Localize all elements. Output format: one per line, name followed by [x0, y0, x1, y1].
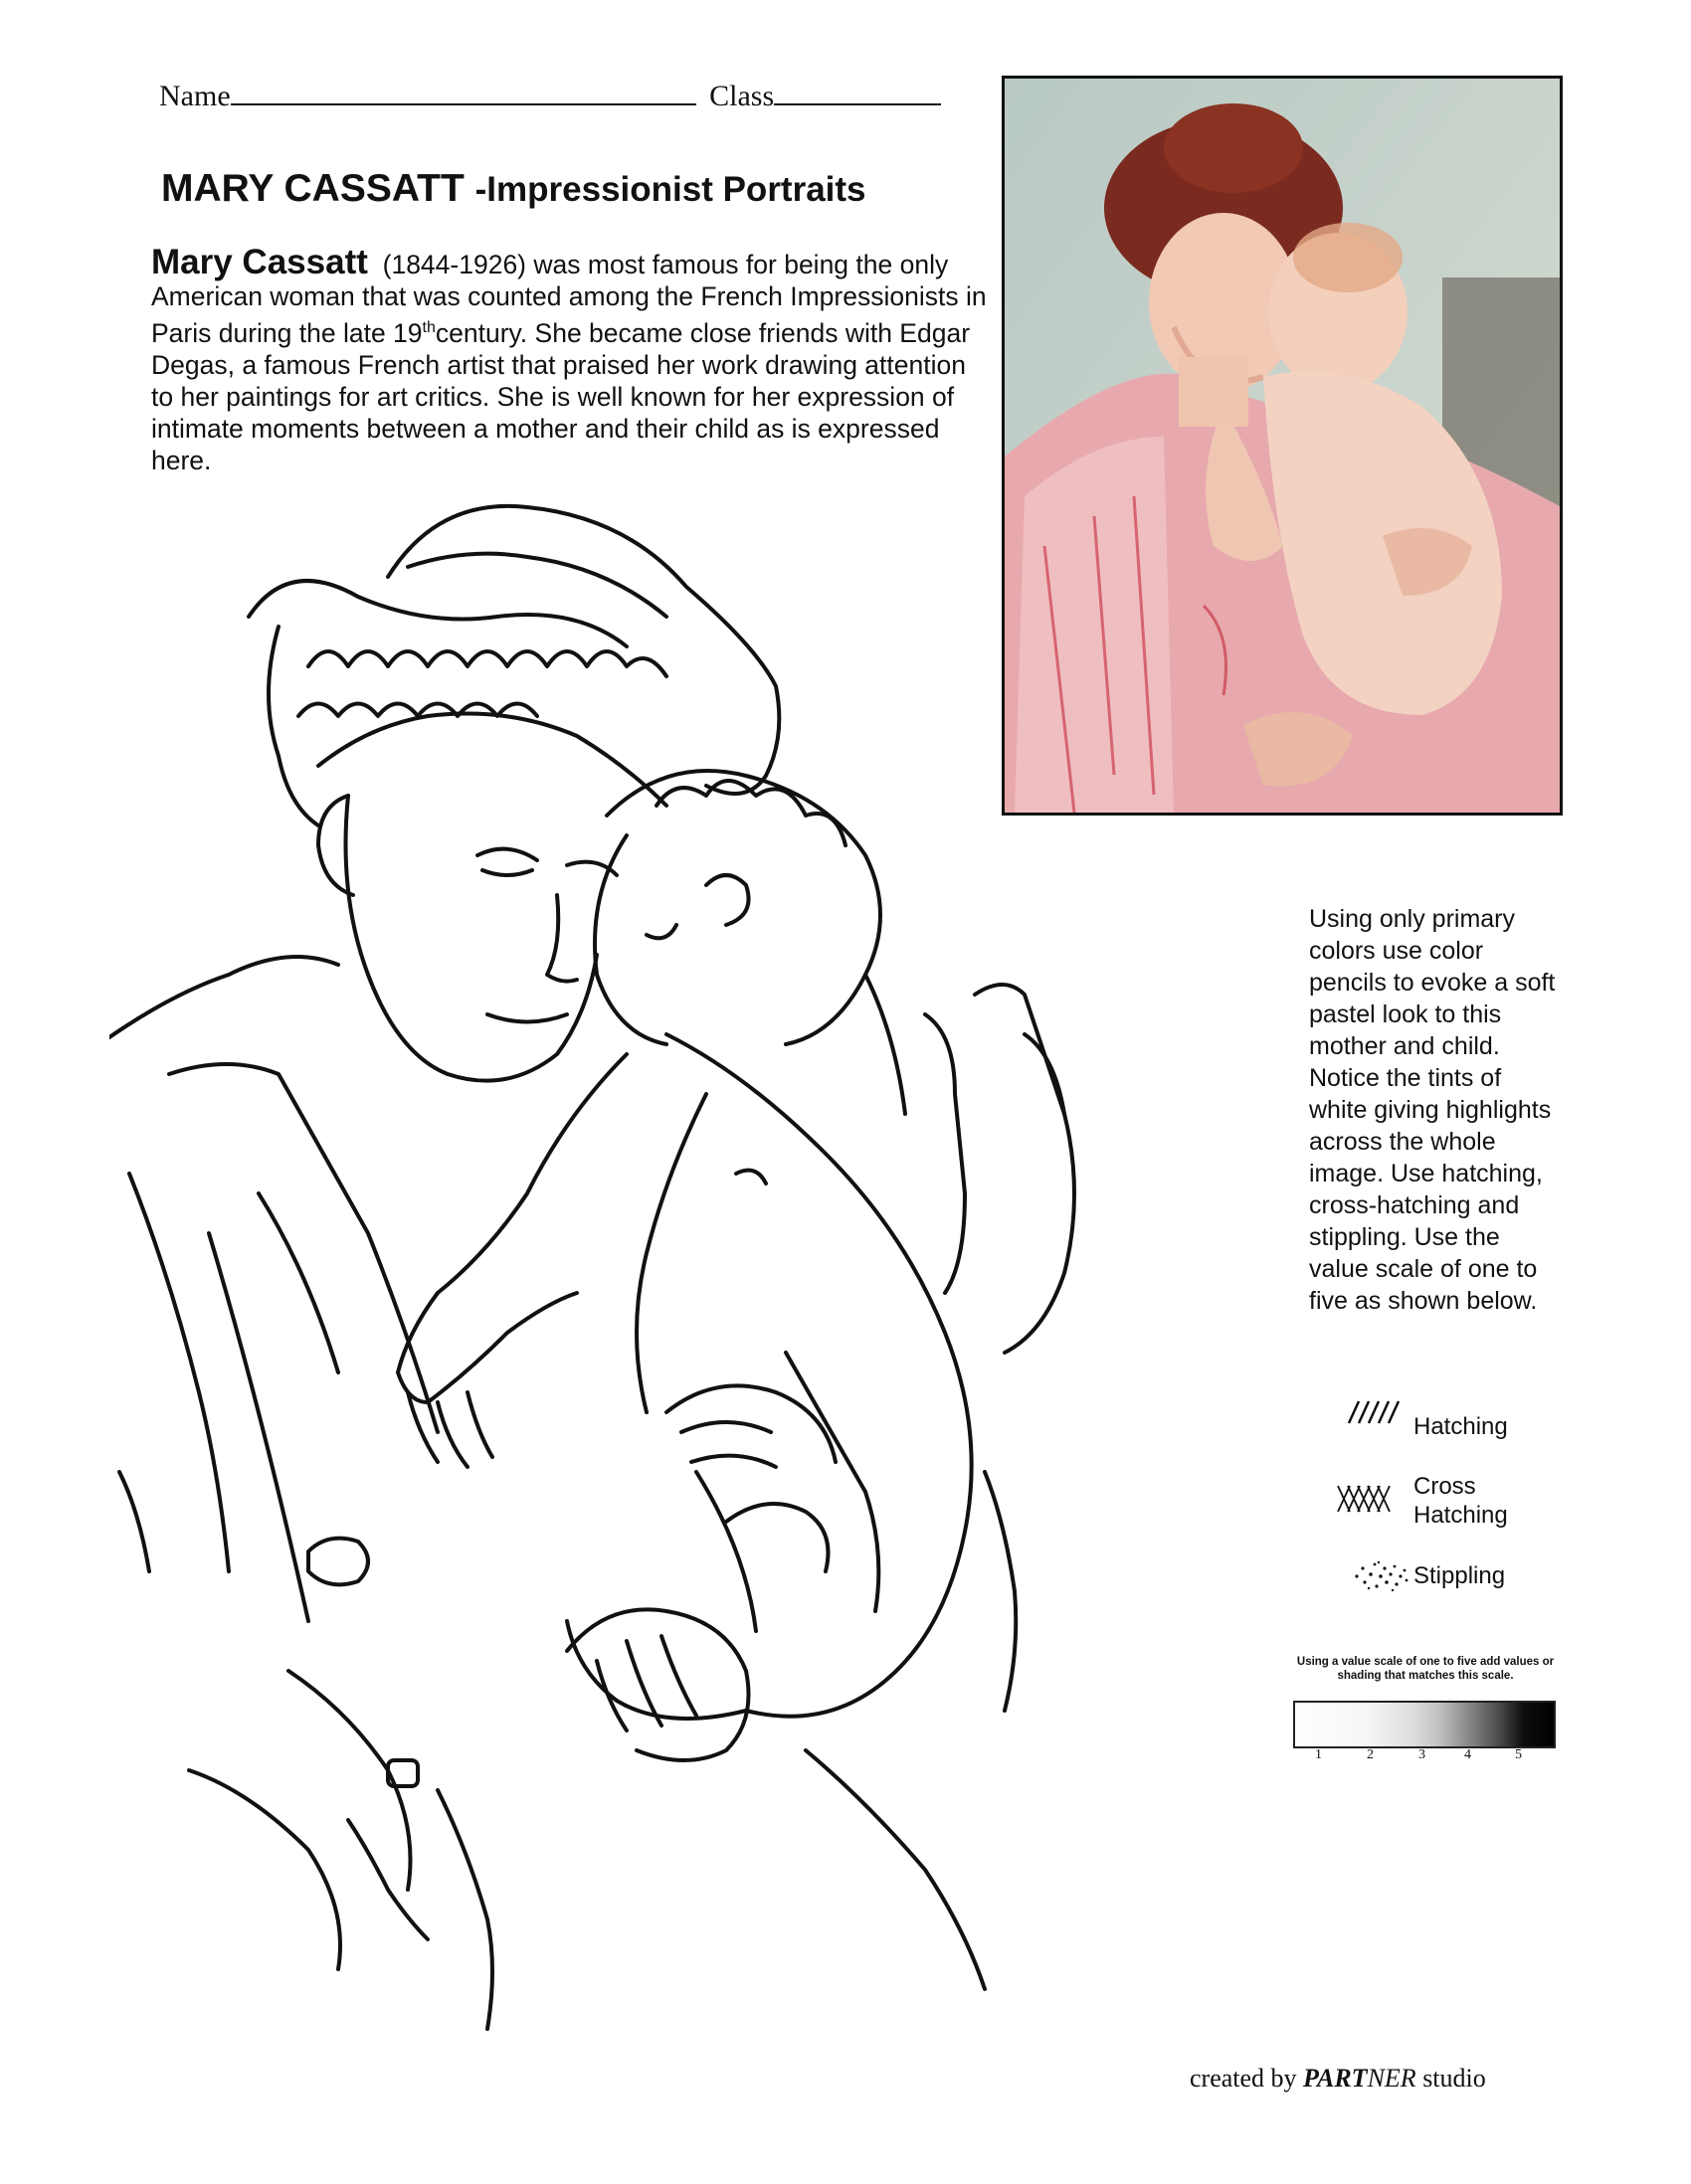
- title-main: MARY CASSATT: [161, 167, 465, 210]
- value-scale-caption: Using a value scale of one to five add values or shading that matches this scale.: [1296, 1656, 1555, 1682]
- instructions-text: Using only primary colors use color pencils to evoke a soft pastel look to this mother and child. Notice the tints of white giving highlights across the whole image. Use hatching, cross-hatching and stippling. Use the value scale of one to five as shown below.: [1309, 905, 1556, 1315]
- hatching-label: Hatching: [1413, 1413, 1508, 1440]
- value-tick-1: 1: [1315, 1747, 1322, 1762]
- intro-lead: Mary Cassatt: [151, 243, 368, 281]
- intro-dates: (1844-1926): [382, 250, 527, 279]
- credit-brand-b: NER: [1367, 2064, 1416, 2093]
- value-tick-4: 4: [1464, 1747, 1471, 1762]
- intro-paragraph: [151, 243, 992, 476]
- intro-text-a: was most famous for being the only American woman that was counted among the French Impressionists in Paris during the late 19: [151, 250, 987, 348]
- credit-brand: [1303, 2064, 1416, 2093]
- name-blank[interactable]: [231, 78, 696, 105]
- value-tick-3: 3: [1418, 1747, 1425, 1762]
- intro-text-b: century. She became close friends with Edgar Degas, a famous French artist that praised her work drawing attention to her paintings for art critics. She is well known for her expression of intimate moments between a mother and their child as is expressed here.: [151, 317, 971, 475]
- page-title: [161, 167, 866, 211]
- credit-prefix: created by: [1190, 2064, 1304, 2093]
- value-tick-5: 5: [1515, 1747, 1522, 1762]
- intro-superscript: th: [422, 319, 436, 336]
- coloring-line-art: [109, 477, 1283, 2039]
- hatching-icon: [1345, 1397, 1405, 1427]
- name-class-line: [159, 78, 941, 113]
- stippling-label: Stippling: [1413, 1562, 1506, 1589]
- credit-line: [1190, 2064, 1486, 2093]
- cross-hatching-label-2: Hatching: [1413, 1502, 1508, 1529]
- title-sub: -Impressionist Portraits: [474, 170, 866, 209]
- cross-hatching-icon: [1336, 1482, 1398, 1516]
- value-scale-bar: [1293, 1701, 1556, 1748]
- class-label: Class: [709, 80, 775, 112]
- cross-hatching-label: [1413, 1472, 1508, 1530]
- stippling-icon: [1349, 1556, 1414, 1596]
- name-label: Name: [159, 80, 231, 112]
- class-blank[interactable]: [774, 78, 941, 105]
- cross-hatching-label-1: Cross: [1413, 1473, 1476, 1500]
- credit-suffix: studio: [1415, 2064, 1486, 2093]
- credit-brand-a: PART: [1303, 2064, 1368, 2093]
- value-tick-2: 2: [1367, 1747, 1374, 1762]
